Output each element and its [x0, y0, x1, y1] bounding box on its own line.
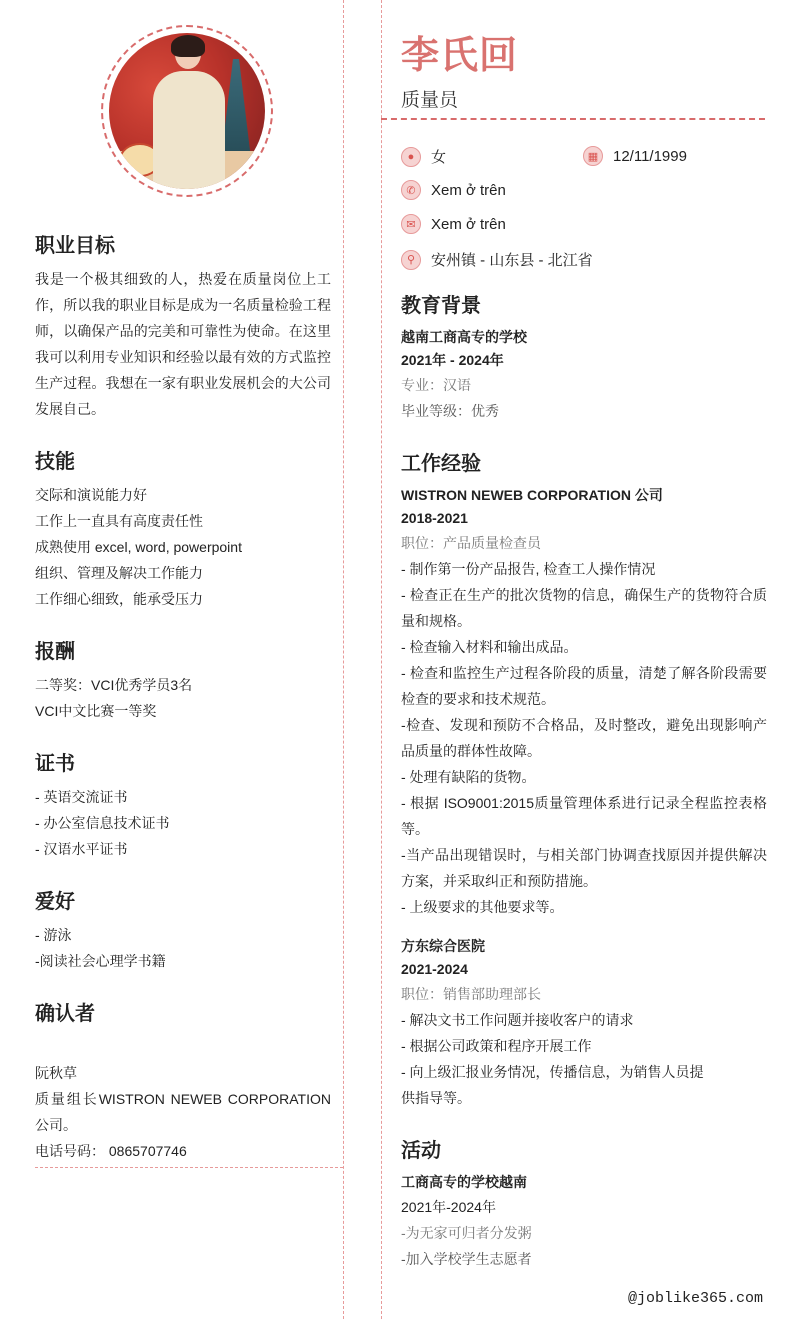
list-item: 成熟使用 excel, word, powerpoint	[35, 539, 242, 555]
calendar-icon: ▦	[583, 146, 603, 166]
reference-phone: 电话号码： 0865707746	[35, 1143, 187, 1159]
job-period: 2018-2021	[401, 510, 468, 526]
education-grade: 毕业等级：优秀	[401, 403, 499, 419]
job-entry	[401, 484, 767, 920]
email-row	[401, 214, 506, 234]
list-item: - 检查正在生产的批次货物的信息，确保生产的货物符合质量和规格。	[401, 587, 767, 629]
gender-row	[401, 146, 446, 167]
list-item: - 处理有缺陷的货物。	[401, 769, 536, 785]
certificates-title: 证书	[35, 753, 75, 775]
address-value: 安州镇 - 山东县 - 北江省	[431, 252, 593, 269]
person-icon: ●	[401, 147, 421, 167]
reference-name: 阮秋草	[35, 1065, 77, 1081]
education-title: 教育背景	[401, 295, 481, 317]
objective-title: 职业目标	[35, 235, 115, 257]
list-item: VCI中文比赛一等奖	[35, 703, 157, 719]
footer-watermark: @joblike365.com	[628, 1290, 764, 1307]
job-company: 方东综合医院	[401, 938, 485, 954]
list-item: - 汉语水平证书	[35, 841, 128, 857]
job-title: 质量员	[401, 90, 459, 111]
gender-value: 女	[431, 149, 447, 166]
phone-value: Xem ở trên	[431, 181, 506, 199]
header-divider	[381, 118, 765, 120]
skills-title: 技能	[35, 451, 75, 473]
list-item: - 根据 ISO9001:2015质量管理体系进行记录全程监控表格等。	[401, 795, 767, 837]
list-item: -加入学校学生志愿者	[401, 1251, 532, 1267]
skills-list	[35, 482, 335, 612]
experience-title: 工作经验	[401, 453, 481, 475]
list-item: - 根据公司政策和程序开展工作	[401, 1038, 592, 1054]
reference-block	[35, 1060, 331, 1164]
job-position: 职位：产品质量检查员	[401, 535, 541, 551]
job-period: 2021-2024	[401, 961, 468, 977]
list-item: 二等奖：VCI优秀学员3名	[35, 677, 193, 693]
mail-icon: ✉	[401, 214, 421, 234]
awards-list	[35, 672, 335, 724]
list-item: - 办公室信息技术证书	[35, 815, 170, 831]
education-period: 2021年 - 2024年	[401, 352, 504, 368]
list-item: - 游泳	[35, 927, 72, 943]
list-item: - 解决文书工作问题并接收客户的请求	[401, 1012, 634, 1028]
activity-period: 2021年-2024年	[401, 1199, 496, 1215]
avatar	[101, 25, 273, 197]
list-item: - 英语交流证书	[35, 789, 128, 805]
activities-block	[401, 1171, 767, 1272]
education-major: 专业：汉语	[401, 377, 471, 393]
list-item: - 制作第一份产品报告, 检查工人操作情况	[401, 561, 656, 577]
phone-row	[401, 180, 506, 200]
left-column-end-divider	[35, 1167, 343, 1168]
list-item: 交际和演说能力好	[35, 487, 147, 503]
list-item: 供指导等。	[401, 1090, 471, 1106]
list-item: - 上级要求的其他要求等。	[401, 899, 564, 915]
birthday-row	[583, 146, 687, 166]
list-item: -当产品出现错误时，与相关部门协调查找原因并提供解决方案，并采取纠正和预防措施。	[401, 847, 767, 889]
hobbies-list	[35, 922, 335, 974]
reference-title: 确认者	[35, 1003, 95, 1025]
awards-title: 报酬	[35, 641, 75, 663]
job-position: 职位：销售部助理部长	[401, 986, 541, 1002]
address-row	[401, 249, 593, 270]
email-value: Xem ở trên	[431, 215, 506, 233]
location-pin-icon: ⚲	[401, 250, 421, 270]
activity-org: 工商高专的学校越南	[401, 1174, 527, 1190]
list-item: 工作上一直具有高度责任性	[35, 513, 203, 529]
profile-photo	[109, 33, 265, 189]
list-item: -为无家可归者分发粥	[401, 1225, 532, 1241]
birthday-value: 12/11/1999	[613, 147, 687, 165]
person-name: 李氏回	[401, 35, 519, 77]
objective-text: 我是一个极其细致的人，热爱在质量岗位上工作，所以我的职业目标是成为一名质量检验工程师，以确保产品的完美和可靠性为使命。在这里我可以利用专业知识和经验以最有效的方式监控生产过程。我想在一家有职业发展机会的大公司发展自己。	[35, 271, 331, 417]
activities-title: 活动	[401, 1140, 441, 1162]
job-entry	[401, 935, 767, 1111]
left-divider-line	[343, 0, 344, 1319]
education-school: 越南工商高专的学校	[401, 329, 527, 345]
list-item: - 向上级汇报业务情况，传播信息，为销售人员提	[401, 1064, 704, 1080]
list-item: - 检查和监控生产过程各阶段的质量，清楚了解各阶段需要检查的要求和技术规范。	[401, 665, 767, 707]
phone-icon: ✆	[401, 180, 421, 200]
education-block	[401, 326, 767, 424]
job-company: WISTRON NEWEB CORPORATION 公司	[401, 487, 663, 503]
list-item: -阅读社会心理学书籍	[35, 953, 166, 969]
list-item: 工作细心细致，能承受压力	[35, 591, 203, 607]
reference-position: 质量组长WISTRON NEWEB CORPORATION 公司。	[35, 1091, 331, 1133]
right-divider-line	[381, 0, 382, 1319]
list-item: -检查、发现和预防不合格品，及时整改，避免出现影响产品质量的群体性故障。	[401, 717, 767, 759]
certificates-list	[35, 784, 335, 862]
hobbies-title: 爱好	[35, 891, 75, 913]
list-item: - 检查输入材料和输出成品。	[401, 639, 578, 655]
list-item: 组织、管理及解决工作能力	[35, 565, 203, 581]
